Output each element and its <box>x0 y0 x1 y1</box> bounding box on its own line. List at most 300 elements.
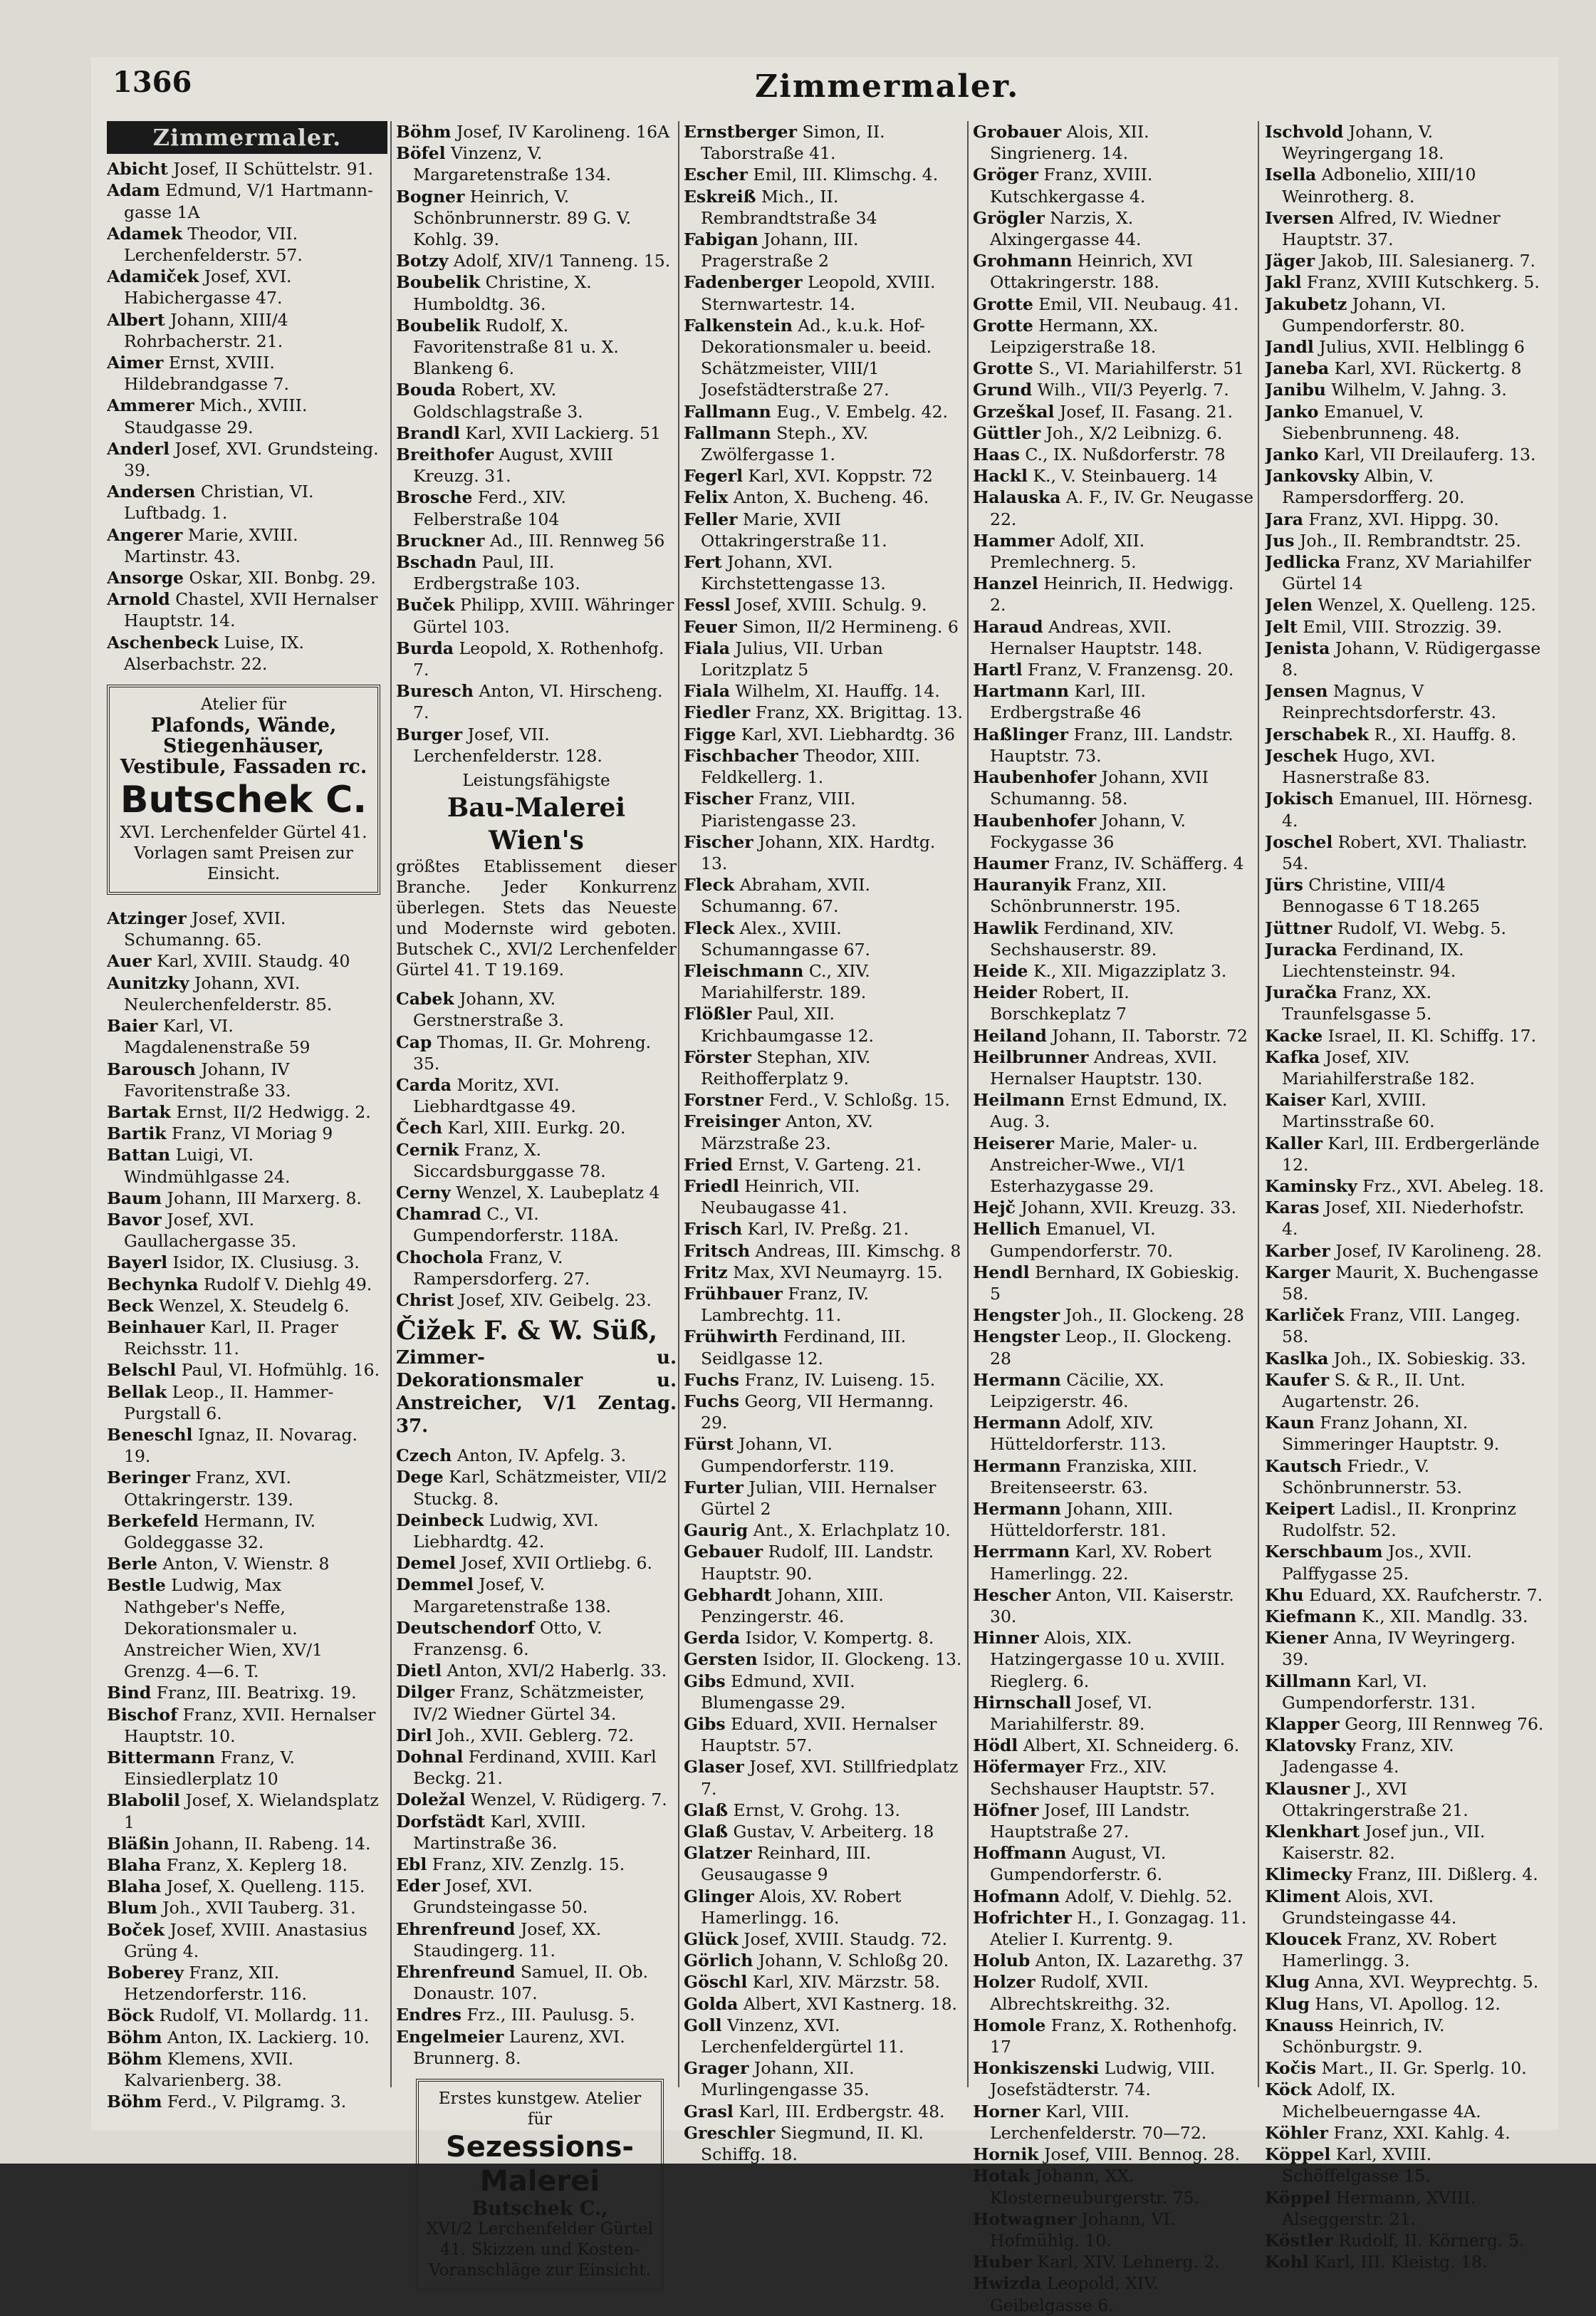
entry-surname: Endres <box>396 2005 461 2025</box>
directory-entry: Bavor Josef, XVI. Gaullachergasse 35. <box>107 1209 297 1252</box>
entry-surname: Chamrad <box>396 1204 481 1225</box>
entry-surname: Jakl <box>1265 272 1302 293</box>
entry-surname: Berle <box>107 1554 158 1574</box>
entry-surname: Karliček <box>1265 1305 1345 1326</box>
entry-surname: Kliment <box>1265 1886 1341 1906</box>
entry-surname: Hanzel <box>973 573 1038 594</box>
entry-surname: Fallmann <box>684 422 771 443</box>
entry-surname: Köppel <box>1265 2144 1331 2165</box>
directory-entry: Khu Eduard, XX. Raufcherstr. 7. <box>1265 1584 1543 1605</box>
entry-surname: Glaß <box>684 1800 729 1820</box>
directory-entry: Glück Josef, XVIII. Staudg. 72. <box>684 1929 948 1950</box>
directory-entry: Dilger Franz, Schätzmeister, IV/2 Wiedner Gürtel 34. <box>396 1682 645 1724</box>
entry-surname: Köck <box>1265 2079 1313 2100</box>
directory-entry: Ehrenfreund Josef, XX. Staudingerg. 11. <box>396 1918 602 1961</box>
directory-entry: Bouda Robert, XV. Goldschlagstraße 3. <box>396 380 583 422</box>
entry-surname: Beneschl <box>107 1424 193 1445</box>
entry-surname: Hawlik <box>973 918 1038 938</box>
directory-entry: Cabek Johann, XV. Gerstnerstraße 3. <box>396 989 564 1031</box>
directory-entry: Janko Emanuel, V. Siebenbrunneng. 48. <box>1265 401 1460 443</box>
directory-entry: Dohnal Ferdinand, XVIII. Karl Beckg. 21. <box>396 1746 657 1789</box>
entry-surname: Kaslka <box>1265 1348 1329 1369</box>
directory-entry: Jeschek Hugo, XVI. Hasnerstraße 83. <box>1265 745 1436 788</box>
directory-entry: Jensen Magnus, V Reinprechtsdorferstr. 43. <box>1265 681 1496 723</box>
entry-surname: Kloucek <box>1265 1929 1342 1950</box>
entry-surname: Kaiser <box>1265 1090 1326 1111</box>
entry-surname: Görlich <box>684 1951 753 1971</box>
running-head: Zimmermaler. <box>755 68 1020 105</box>
directory-entry: Burger Josef, VII. Lerchenfelderstr. 128. <box>396 724 603 766</box>
directory-entry: Jakubetz Johann, VI. Gumpendorferstr. 80. <box>1265 294 1466 336</box>
ad-note: Vorlagen samt Preisen zur Einsicht. <box>134 844 353 884</box>
entry-surname: Beck <box>107 1295 154 1316</box>
directory-entry: Freisinger Anton, XV. Märzstraße 23. <box>684 1111 873 1153</box>
entry-surname: Aschenbeck <box>107 632 219 653</box>
directory-entry: Hotwagner Johann, VI. Hofmühlg. 10. <box>973 2208 1176 2250</box>
entry-surname: Cabek <box>396 989 454 1009</box>
entry-surname: Glaß <box>684 1822 729 1842</box>
entry-surname: Grotte <box>973 315 1033 336</box>
directory-entry: Heide K., XII. Migazziplatz 3. <box>973 960 1227 981</box>
entry-surname: Kaller <box>1265 1133 1323 1153</box>
directory-entry: Fiala Wilhelm, XI. Hauffg. 14. <box>684 681 940 702</box>
ad-firm-name: Butschek C., <box>471 2198 608 2221</box>
advert-butschek-atelier <box>107 685 380 895</box>
directory-entry: Fischer Franz, VIII. Piaristengasse 23. <box>684 789 857 831</box>
directory-entry: Czech Anton, IV. Apfelg. 3. <box>396 1445 627 1466</box>
directory-entry: Beck Wenzel, X. Steudelg 6. <box>107 1295 350 1316</box>
directory-entry: Hwizda Leopold, XIV. Geibelgasse 6. <box>973 2273 1159 2315</box>
directory-entry: Hermann Johann, XIII. Hütteldorferstr. 181. <box>973 1499 1174 1541</box>
entry-surname: Böhm <box>107 2092 162 2112</box>
directory-entry: Frühbauer Franz, IV. Lambrechtg. 11. <box>684 1283 869 1326</box>
entry-surname: Kaufer <box>1265 1369 1330 1390</box>
entry-surname: Keipert <box>1265 1499 1335 1519</box>
entry-surname: Fuchs <box>684 1391 739 1411</box>
entry-surname: Halauska <box>973 487 1061 508</box>
directory-entry: Feller Marie, XVII Ottakringerstraße 11. <box>684 509 887 551</box>
directory-entry: Bind Franz, III. Beatrixg. 19. <box>107 1683 357 1703</box>
entry-surname: Janko <box>1265 401 1319 422</box>
directory-entry: Fiedler Franz, XX. Brigittag. 13. <box>684 702 963 723</box>
entry-surname: Kaun <box>1265 1413 1315 1433</box>
entry-surname: Klenkhart <box>1265 1822 1360 1842</box>
directory-entry: Holub Anton, IX. Lazarethg. 37 <box>973 1951 1244 1971</box>
directory-entry: Kloucek Franz, XV. Robert Hamerlingg. 3. <box>1265 1929 1497 1971</box>
entry-surname: Hejč <box>973 1198 1016 1218</box>
directory-entry: Förster Stephan, XIV. Reithofferplatz 9. <box>684 1047 871 1089</box>
directory-entry: Güttler Joh., X/2 Leibnizg. 6. <box>973 422 1223 443</box>
directory-entry: Ansorge Oskar, XII. Bonbg. 29. <box>107 568 376 588</box>
directory-entry: Klenkhart Josef jun., VII. Kaiserstr. 82. <box>1265 1822 1486 1864</box>
directory-entry: Kiefmann K., XII. Mandlg. 33. <box>1265 1606 1528 1627</box>
directory-entry: Hawlik Ferdinand, XIV. Sechshauserstr. 89. <box>973 918 1174 960</box>
entry-surname: Belschl <box>107 1360 177 1381</box>
column-rule <box>678 121 679 2087</box>
directory-entry: Haas C., IX. Nußdorferstr. 78 <box>973 445 1226 465</box>
entry-surname: Fabigan <box>684 229 758 250</box>
column-2 <box>396 121 677 2304</box>
entry-surname: Göschl <box>684 1972 748 1993</box>
directory-entry: Grotte Emil, VII. Neubaug. 41. <box>973 294 1239 314</box>
directory-entry: Jandl Julius, XVII. Helblingg 6 <box>1265 337 1525 358</box>
directory-entry: Klug Hans, VI. Apollog. 12. <box>1265 1993 1501 2014</box>
entry-surname: Cerny <box>396 1182 451 1203</box>
directory-entry: Barousch Johann, IV Favoritenstraße 33. <box>107 1059 291 1101</box>
entry-surname: Burger <box>396 724 463 744</box>
entry-surname: Fert <box>684 552 722 573</box>
ad-address: XVI. Lerchenfelder Gürtel 41. <box>120 824 367 843</box>
entry-surname: Jara <box>1265 509 1303 529</box>
entry-surname: Arnold <box>107 589 170 610</box>
directory-entry: Böfel Vinzenz, V. Margaretenstraße 134. <box>396 143 612 185</box>
entry-surname: Golda <box>684 1993 739 2014</box>
directory-entry: Klug Anna, XVI. Weyprechtg. 5. <box>1265 1972 1539 1993</box>
entry-surname: Dorfstädt <box>396 1811 486 1832</box>
entry-surname: Ansorge <box>107 568 184 588</box>
entry-surname: Botzy <box>396 251 449 271</box>
entry-surname: Jürs <box>1265 875 1303 895</box>
directory-entry: Blabolil Josef, X. Wielandsplatz 1 <box>107 1790 379 1832</box>
entry-surname: Ebl <box>396 1854 427 1874</box>
directory-entry: Bläßin Johann, II. Rabeng. 14. <box>107 1833 371 1854</box>
entry-surname: Berkefeld <box>107 1510 199 1531</box>
directory-entry: Cap Thomas, II. Gr. Mohreng. 35. <box>396 1032 652 1074</box>
entry-surname: Demel <box>396 1553 457 1574</box>
entry-surname: Frühbauer <box>684 1283 783 1304</box>
entry-surname: Fleischmann <box>684 960 804 981</box>
entry-surname: Güttler <box>973 422 1041 443</box>
entry-surname: Hoffmann <box>973 1843 1067 1864</box>
entry-surname: Glück <box>684 1929 739 1950</box>
directory-entry: Kliment Alois, XVI. Grundsteingasse 44. <box>1265 1886 1457 1928</box>
entry-surname: Boberey <box>107 1963 184 1983</box>
entry-surname: Heide <box>973 960 1028 981</box>
directory-entry: Fallmann Steph., XV. Zwölfergasse 1. <box>684 422 869 465</box>
directory-entry: Bschadn Paul, III. Erdbergstraße 103. <box>396 552 580 594</box>
entry-surname: Baier <box>107 1016 158 1037</box>
directory-entry: Heilmann Ernst Edmund, IX. Aug. 3. <box>973 1090 1228 1132</box>
entry-surname: Auer <box>107 951 152 972</box>
directory-entry: Aschenbeck Luise, IX. Alserbachstr. 22. <box>107 632 304 674</box>
column-rule <box>967 121 969 2087</box>
entry-surname: Fuchs <box>684 1369 739 1390</box>
ad-firm-name: Butschek C. <box>120 779 367 822</box>
entry-surname: Figge <box>684 724 736 744</box>
entries-col1-a <box>107 158 387 675</box>
entry-surname: Kerschbaum <box>1265 1542 1383 1562</box>
ad-body: XVI/2 Lerchenfelder Gürtel 41. Skizzen und Kosten-Voranschläge zur Einsicht. <box>426 2220 654 2280</box>
entry-surname: Atzinger <box>107 908 187 929</box>
directory-entry: Glatzer Reinhard, III. Geusaugasse 9 <box>684 1843 872 1885</box>
entry-surname: Hellich <box>973 1219 1041 1240</box>
directory-entry: Boubelik Rudolf, X. Favoritenstraße 81 u. X. Blankeng 6. <box>396 315 619 379</box>
entry-surname: Fleck <box>684 875 735 895</box>
entry-surname: Köppel <box>1265 2187 1331 2208</box>
entry-surname: Jus <box>1265 530 1295 551</box>
entry-surname: Gersten <box>684 1649 758 1670</box>
directory-entry: Glaß Ernst, V. Grohg. 13. <box>684 1800 900 1820</box>
entry-surname: Albert <box>107 309 165 330</box>
directory-entry: Bellak Leop., II. Hammer-Purgstall 6. <box>107 1381 334 1423</box>
directory-entry: Friedl Heinrich, VII. Neubaugasse 41. <box>684 1175 860 1218</box>
entry-surname: Klug <box>1265 1993 1310 2014</box>
entry-surname: Hwizda <box>973 2273 1042 2294</box>
directory-entry: Hackl K., V. Steinbauerg. 14 <box>973 466 1218 487</box>
directory-entry: Haubenhofer Johann, XVII Schumanng. 58. <box>973 767 1209 809</box>
ad-title: Sezessions-Malerei <box>445 2131 635 2198</box>
entry-surname: Cap <box>396 1032 432 1052</box>
entries-col2-c <box>396 1445 677 2069</box>
directory-entry: Killmann Karl, VI. Gumpendorferstr. 131. <box>1265 1671 1476 1713</box>
entry-surname: Boubelik <box>396 315 481 336</box>
directory-entry: Blaha Josef, X. Quelleng. 115. <box>107 1876 365 1897</box>
entry-surname: Janeba <box>1265 358 1330 379</box>
entry-surname: Hödl <box>973 1735 1018 1756</box>
directory-entry: Engelmeier Laurenz, XVI. Brunnerg. 8. <box>396 2026 625 2068</box>
entry-surname: Köhler <box>1265 2122 1328 2143</box>
column-4 <box>973 121 1253 2316</box>
directory-entry: Gersten Isidor, II. Glockeng. 13. <box>684 1649 962 1670</box>
directory-entry: Gaurig Ant., X. Erlachplatz 10. <box>684 1520 951 1541</box>
entry-surname: Bittermann <box>107 1748 216 1767</box>
directory-entry: Boček Josef, XVIII. Anastasius Grüng 4. <box>107 1919 367 1961</box>
directory-entry: Felix Anton, X. Bucheng. 46. <box>684 487 929 508</box>
entry-surname: Grund <box>973 380 1033 400</box>
entry-surname: Fischer <box>684 831 753 852</box>
directory-entry: Hotak Johann, XX. Klosterneuburgerstr. 75. <box>973 2166 1200 2208</box>
entry-surname: Hermann <box>973 1369 1061 1390</box>
entry-surname: Hammer <box>973 530 1055 551</box>
directory-entry: Hauranyik Franz, XII. Schönbrunnerstr. 195. <box>973 875 1181 917</box>
directory-entry: Knauss Heinrich, IV. Schönburgstr. 9. <box>1265 2015 1445 2057</box>
entry-surname: Hackl <box>973 466 1028 487</box>
directory-entry: Fleck Alex., XVIII. Schumanngasse 67. <box>684 918 871 960</box>
entry-surname: Dirl <box>396 1725 432 1745</box>
entry-surname: Fiala <box>684 638 730 658</box>
directory-entry: Endres Frz., III. Paulusg. 5. <box>396 2005 635 2025</box>
directory-entry: Böck Rudolf, VI. Mollardg. 11. <box>107 2005 370 2026</box>
entry-surname: Bischof <box>107 1704 178 1725</box>
entry-surname: Friedl <box>684 1175 739 1196</box>
entry-surname: Grasl <box>684 2101 734 2122</box>
entry-surname: Jokisch <box>1265 789 1334 809</box>
entry-surname: Joschel <box>1265 831 1333 852</box>
directory-entry: Fessl Josef, XVIII. Schulg. 9. <box>684 595 927 616</box>
entry-surname: Fischbacher <box>684 745 798 766</box>
directory-entry: Beringer Franz, XVI. Ottakringerstr. 139. <box>107 1468 293 1510</box>
entry-surname: Jenista <box>1265 638 1330 658</box>
entry-surname: Grzeškal <box>973 401 1055 422</box>
entry-surname: Grotte <box>973 294 1033 314</box>
directory-entry: Fiala Julius, VII. Urban Loritzplatz 5 <box>684 638 883 680</box>
directory-entry: Gibs Eduard, XVII. Hernalser Hauptstr. 57. <box>684 1714 937 1756</box>
entry-surname: Haßlinger <box>973 724 1068 744</box>
entry-surname: Blaha <box>107 1876 162 1897</box>
directory-entry: Hinner Alois, XIX. Hatzingergasse 10 u. XVIII. Rieglerg. 6. <box>973 1628 1226 1691</box>
entry-surname: Gerda <box>684 1628 741 1648</box>
entry-surname: Hofmann <box>973 1886 1060 1906</box>
directory-entry: Jäger Jakob, III. Salesianerg. 7. <box>1265 251 1535 271</box>
directory-entry: Gröger Franz, XVIII. Kutschkergasse 4. <box>973 165 1153 207</box>
directory-entry: Hellich Emanuel, VI. Gumpendorferstr. 70. <box>973 1219 1174 1261</box>
directory-entry: Grzeškal Josef, II. Fasang. 21. <box>973 401 1233 422</box>
directory-entry: Brosche Ferd., XIV. Felberstraße 104 <box>396 487 566 529</box>
entry-surname: Aunitzky <box>107 972 189 993</box>
entry-surname: Greschler <box>684 2122 776 2143</box>
entry-surname: Ischvold <box>1265 122 1344 142</box>
directory-entry: Bruckner Ad., III. Rennweg 56 <box>396 530 665 551</box>
directory-entry: Bartak Ernst, II/2 Hedwigg. 2. <box>107 1101 371 1122</box>
directory-entry: Grohmann Heinrich, XVI Ottakringerstr. 188. <box>973 251 1193 293</box>
directory-entry: Klatovsky Franz, XIV. Jadengasse 4. <box>1265 1735 1454 1777</box>
directory-entry: Dietl Anton, XVI/2 Haberlg. 33. <box>396 1661 667 1681</box>
directory-entry: Böhm Klemens, XVII. Kalvarienberg. 38. <box>107 2048 294 2091</box>
entry-surname: Boček <box>107 1919 165 1940</box>
ad-line: Leistungsfähigste <box>462 772 610 791</box>
directory-entry: Honkiszenski Ludwig, VIII. Josefstädterstr. 74. <box>973 2058 1216 2100</box>
entry-surname: Iversen <box>1265 207 1335 228</box>
entry-surname: Flößler <box>684 1004 752 1024</box>
entry-surname: Janibu <box>1265 380 1326 400</box>
entry-surname: Angerer <box>107 524 183 545</box>
directory-entry: Jenista Johann, V. Rüdigergasse 8. <box>1265 638 1541 680</box>
entry-surname: Honkiszenski <box>973 2058 1100 2079</box>
entry-surname: Bellak <box>107 1381 167 1402</box>
directory-entry: Hescher Anton, VII. Kaiserstr. 30. <box>973 1584 1234 1627</box>
directory-entry: Angerer Marie, XVIII. Martinstr. 43. <box>107 524 298 566</box>
column-rule <box>1258 121 1259 2087</box>
directory-entry: Köhler Franz, XXI. Kahlg. 4. <box>1265 2122 1511 2143</box>
entry-surname: Bind <box>107 1683 152 1703</box>
entry-surname: Dohnal <box>396 1746 464 1767</box>
directory-entry: Karliček Franz, VIII. Langeg. 58. <box>1265 1305 1521 1347</box>
entry-surname: Janko <box>1265 445 1319 465</box>
directory-entry: Botzy Adolf, XIV/1 Tanneng. 15. <box>396 251 671 271</box>
directory-entry: Auer Karl, XVIII. Staudg. 40 <box>107 951 350 972</box>
entry-surname: Brosche <box>396 487 473 508</box>
directory-entry: Breithofer August, XVIII Kreuzg. 31. <box>396 445 613 487</box>
entry-surname: Escher <box>684 165 748 185</box>
entry-surname: Gebhardt <box>684 1584 772 1605</box>
directory-entry: Flößler Paul, XII. Krichbaumgasse 12. <box>684 1004 874 1046</box>
entry-surname: Böhm <box>107 2048 162 2069</box>
entry-surname: Blum <box>107 1898 157 1918</box>
entry-surname: Bläßin <box>107 1833 169 1854</box>
directory-entry: Berle Anton, V. Wienstr. 8 <box>107 1554 330 1574</box>
entry-surname: Hendl <box>973 1262 1030 1282</box>
directory-entry: Ammerer Mich., XVIII. Staudgasse 29. <box>107 395 308 437</box>
directory-entry: Grund Wilh., VII/3 Peyerlg. 7. <box>973 380 1229 400</box>
directory-entry: Jelt Emil, VIII. Strozzig. 39. <box>1265 616 1503 637</box>
entry-surname: Eskreiß <box>684 186 756 207</box>
entry-surname: Köstler <box>1265 2230 1333 2250</box>
entry-surname: Höfner <box>973 1800 1039 1820</box>
directory-entry: Böhm Josef, IV Karolineng. 16A <box>396 122 670 142</box>
directory-entry: Juracka Ferdinand, IX. Liechtensteinstr. 94. <box>1265 939 1464 981</box>
directory-entry: Hermann Franziska, XIII. Breitenseerstr. 63. <box>973 1455 1198 1497</box>
entry-surname: Burda <box>396 638 454 658</box>
directory-entry: Boubelik Christine, X. Humboldtg. 36. <box>396 272 592 314</box>
directory-entry: Kaun Franz Johann, XI. Simmeringer Hauptstr. 9. <box>1265 1413 1500 1455</box>
directory-entry: Heiserer Marie, Maler- u. Anstreicher-Wwe., VI/1 Esterhazygasse 29. <box>973 1133 1198 1196</box>
entry-surname: Bartik <box>107 1123 167 1144</box>
entry-surname: Bschadn <box>396 552 477 573</box>
entry-surname: Čech <box>396 1118 443 1138</box>
entry-surname: Jensen <box>1265 681 1328 702</box>
entry-surname: Glatzer <box>684 1843 752 1864</box>
entry-surname: Jakubetz <box>1265 294 1347 314</box>
directory-entry: Chochola Franz, V. Rampersdorferg. 27. <box>396 1247 590 1289</box>
entry-surname: Bechynka <box>107 1274 199 1294</box>
entry-surname: Fessl <box>684 595 731 616</box>
directory-entry: Glinger Alois, XV. Robert Hamerlingg. 16. <box>684 1886 902 1928</box>
directory-entry: Kafka Josef, XIV. Mariahilferstraße 182. <box>1265 1047 1475 1089</box>
directory-entry: Huber Karl, XIV. Lehnerg. 2. <box>973 2252 1220 2273</box>
directory-entry: Figge Karl, XVI. Liebhardtg. 36 <box>684 724 955 744</box>
entry-surname: Hermann <box>973 1455 1061 1476</box>
entry-surname: Forstner <box>684 1090 763 1111</box>
entry-surname: Anderl <box>107 438 170 459</box>
ad-line: Erstes kunstgew. Atelier für <box>438 2089 642 2129</box>
entry-surname: Baum <box>107 1188 162 1208</box>
directory-entry: Goll Vinzenz, XVI. Lerchenfeldergürtel 11. <box>684 2015 904 2057</box>
ad-title: Čižek F. & W. Süß, <box>396 1316 658 1346</box>
entry-surname: Furter <box>684 1477 744 1497</box>
directory-entry: Adamiček Josef, XVI. Habichergasse 47. <box>107 266 292 308</box>
directory-entry: Jelen Wenzel, X. Quelleng. 125. <box>1265 595 1536 616</box>
directory-entry: Heiland Johann, II. Taborstr. 72 <box>973 1025 1248 1046</box>
entry-surname: Buresch <box>396 681 474 702</box>
directory-entry: Eskreiß Mich., II. Rembrandtstraße 34 <box>684 186 877 228</box>
directory-entry: Aimer Ernst, XVIII. Hildebrandgasse 7. <box>107 353 289 395</box>
entry-surname: Grager <box>684 2058 749 2079</box>
directory-entry: Doležal Wenzel, V. Rüdigerg. 7. <box>396 1790 667 1810</box>
directory-entry: Klapper Georg, III Rennweg 76. <box>1265 1714 1544 1735</box>
directory-entry: Holzer Rudolf, XVII. Albrechtskreithg. 32. <box>973 1972 1171 2014</box>
directory-entry: Fuchs Franz, IV. Luiseng. 15. <box>684 1369 936 1390</box>
directory-entry: Kaufer S. & R., II. Unt. Augartenstr. 26. <box>1265 1369 1466 1411</box>
directory-entry: Heilbrunner Andreas, XVII. Hernalser Hauptstr. 130. <box>973 1047 1217 1089</box>
entry-surname: Andersen <box>107 482 196 502</box>
entry-surname: Battan <box>107 1145 171 1165</box>
directory-entry: Klimecky Franz, III. Dißlerg. 4. <box>1265 1864 1538 1885</box>
entry-surname: Fried <box>684 1154 733 1175</box>
entry-surname: Grobauer <box>973 122 1062 142</box>
entry-surname: Jedlicka <box>1265 552 1341 573</box>
directory-entry: Grotte Hermann, XX. Leipzigerstraße 18. <box>973 315 1159 358</box>
directory-entry: Hofrichter H., I. Gonzagag. 11. Atelier I. Kurrentg. 9. <box>973 1907 1247 1950</box>
entry-surname: Aimer <box>107 353 164 373</box>
entry-surname: Hermann <box>973 1499 1061 1519</box>
entry-surname: Klug <box>1265 1972 1310 1993</box>
entry-surname: Bestle <box>107 1575 166 1596</box>
directory-entry: Andersen Christian, VI. Luftbadg. 1. <box>107 482 314 524</box>
directory-entry: Jedlicka Franz, XV Mariahilfer Gürtel 14 <box>1265 552 1531 594</box>
directory-entry: Bechynka Rudolf V. Diehlg 49. <box>107 1274 372 1294</box>
entry-surname: Huber <box>973 2252 1033 2273</box>
directory-entry: Bogner Heinrich, V. Schönbrunnerstr. 89 G. V. Kohlg. 39. <box>396 186 632 250</box>
directory-entry: Grögler Narzis, X. Alxingergasse 44. <box>973 207 1142 250</box>
entry-surname: Heilbrunner <box>973 1047 1089 1067</box>
directory-entry: Kohl Karl, III. Kleistg. 18. <box>1265 2252 1488 2273</box>
directory-entry: Cernik Franz, X. Siccardsburggasse 78. <box>396 1139 606 1181</box>
directory-entry: Greschler Siegmund, II. Kl. Schiffg. 18. <box>684 2122 924 2165</box>
entry-surname: Czech <box>396 1445 452 1466</box>
entries-col2-a <box>396 121 677 767</box>
entry-surname: Gebauer <box>684 1542 763 1562</box>
directory-entry: Gebhardt Johann, XIII. Penzingerstr. 46. <box>684 1584 884 1627</box>
